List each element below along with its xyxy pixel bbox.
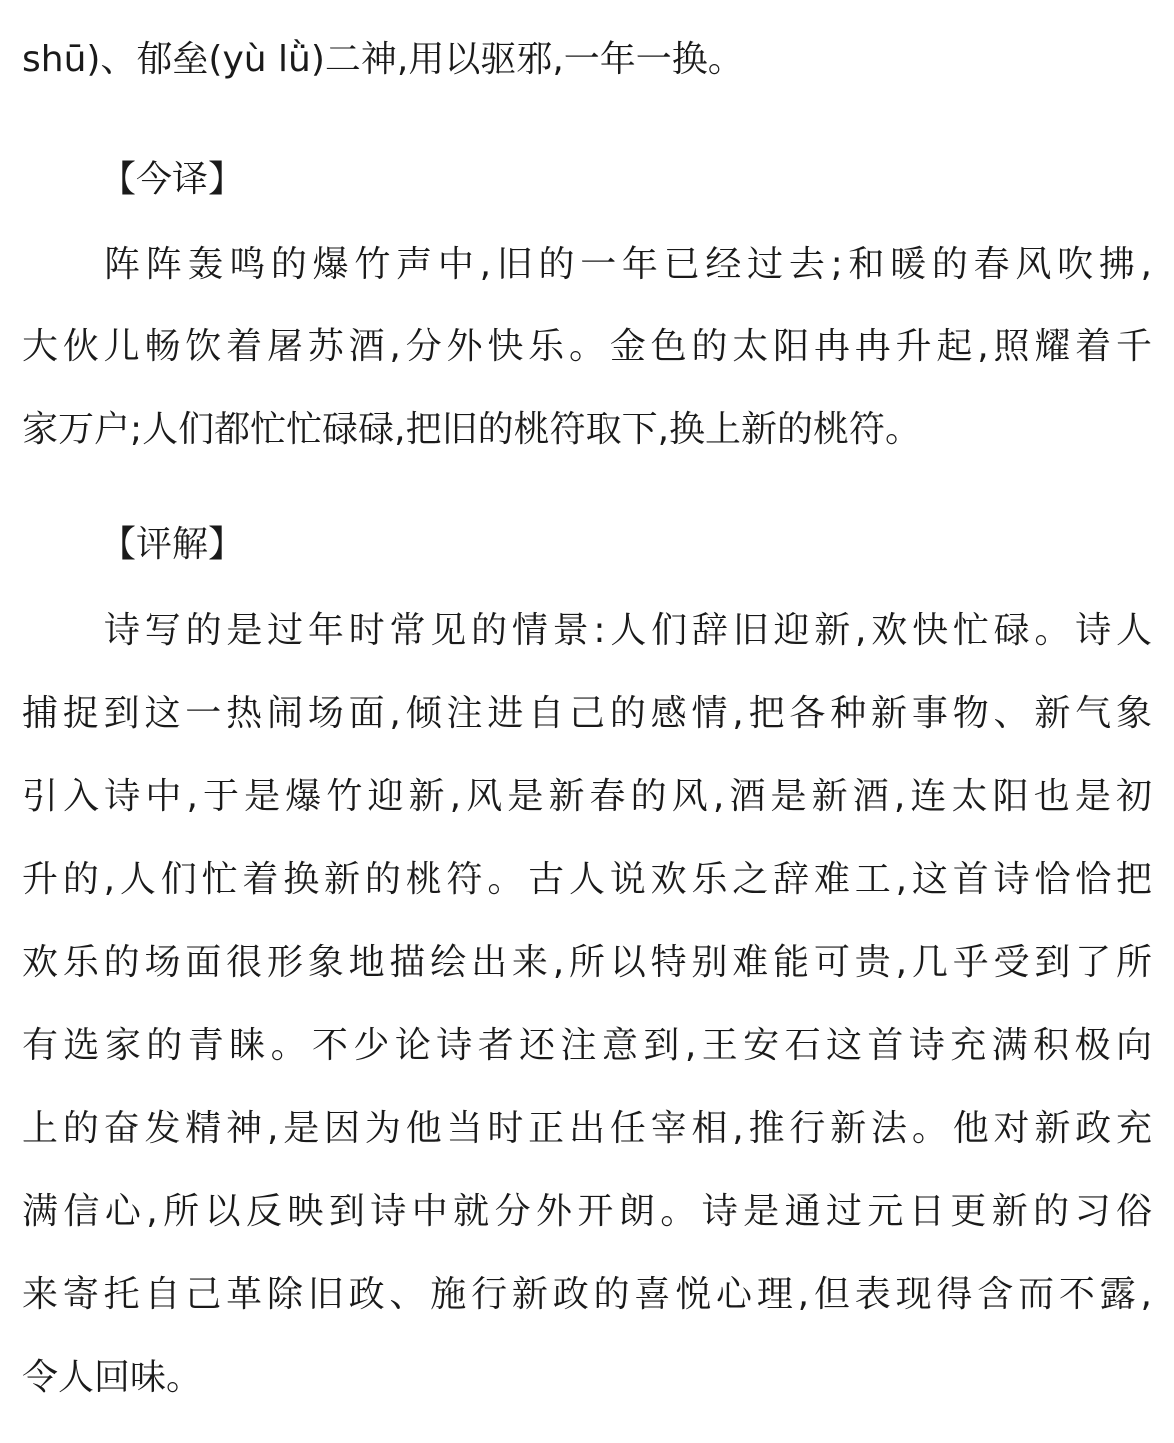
commentary-heading: 【评解】 [100,524,245,565]
translation-line: 阵阵轰鸣的爆竹声中,旧的一年已经过去;和暖的春风吹拂, [104,244,1152,285]
translation-heading: 【今译】 [100,159,245,200]
commentary-line: 满信心,所以反映到诗中就分外开朗。诗是通过元日更新的习俗 [22,1191,1152,1232]
commentary-line: 欢乐的场面很形象地描绘出来,所以特别难能可贵,几乎受到了所 [22,942,1152,983]
commentary-line: 来寄托自己革除旧政、施行新政的喜悦心理,但表现得含而不露, [22,1274,1152,1315]
commentary-line: 令人回味。 [22,1357,203,1398]
commentary-line: 升的,人们忙着换新的桃符。古人说欢乐之辞难工,这首诗恰恰把 [22,859,1152,900]
continued-note-line: shū)、郁垒(yù lǜ)二神,用以驱邪,一年一换。 [22,39,744,80]
commentary-line: 引入诗中,于是爆竹迎新,风是新春的风,酒是新酒,连太阳也是初 [22,776,1152,817]
commentary-line: 有选家的青睐。不少论诗者还注意到,王安石这首诗充满积极向 [22,1025,1152,1066]
commentary-line: 上的奋发精神,是因为他当时正出任宰相,推行新法。他对新政充 [22,1108,1152,1149]
translation-line: 大伙儿畅饮着屠苏酒,分外快乐。金色的太阳冉冉升起,照耀着千 [22,326,1152,367]
translation-line: 家万户;人们都忙忙碌碌,把旧的桃符取下,换上新的桃符。 [22,409,922,450]
commentary-line: 诗写的是过年时常见的情景:人们辞旧迎新,欢快忙碌。诗人 [104,610,1152,651]
commentary-line: 捕捉到这一热闹场面,倾注进自己的感情,把各种新事物、新气象 [22,693,1152,734]
